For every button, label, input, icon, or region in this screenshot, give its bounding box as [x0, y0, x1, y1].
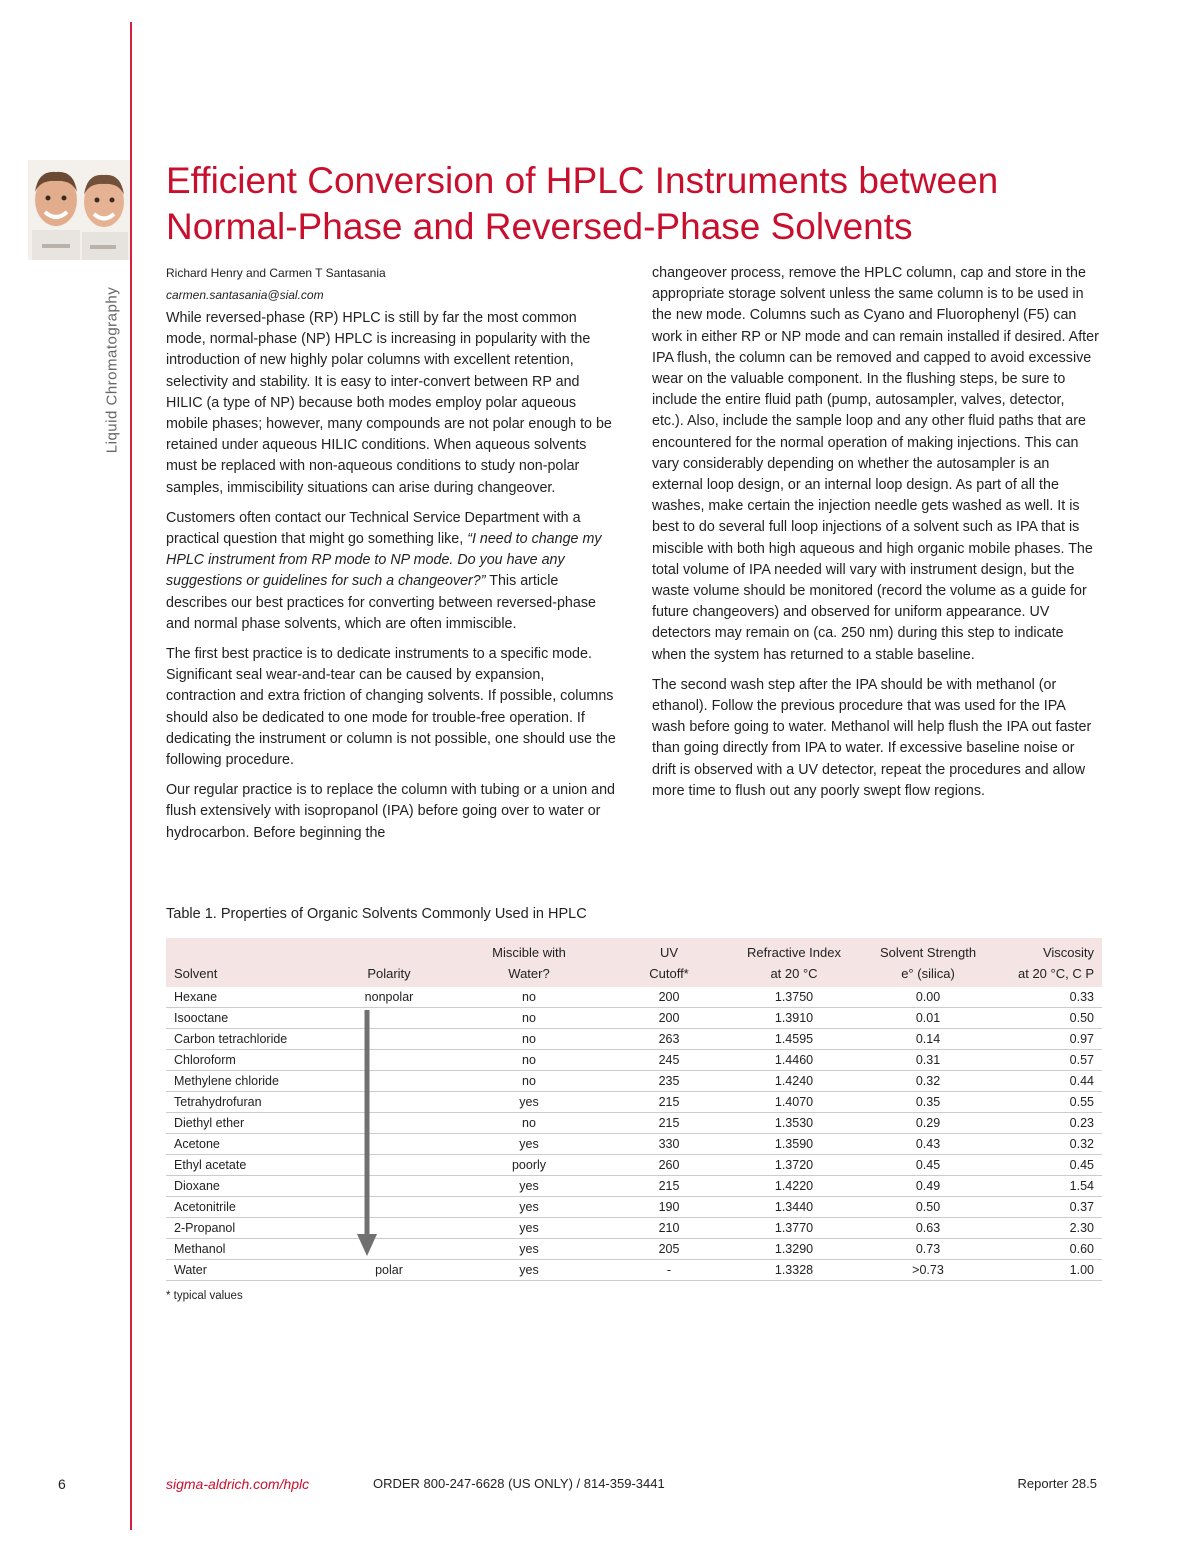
left-column	[166, 262, 616, 853]
cell-viscosity: 0.32	[992, 1134, 1102, 1155]
paragraph-text: This article describes our best practices for converting between reversed-phase and normal phase solvents, which are often immiscible.	[166, 573, 596, 632]
paragraph: changeover process, remove the HPLC column, cap and store in the appropriate storage solvent unless the same column is to be used in the new mode. Columns such as Cyano and Fluorophenyl (F5) can work in either RP or NP mode and can remain installed if desired. After IPA flush, the column can be removed and capped to avoid excessive wear on the valuable component. In the flushing steps, be sure to include the entire fluid path (pump, autosampler, valves, detector, etc.). Also, include the sample loop and any other fluid paths that are encountered for the normal operation of making injections. This can vary considerably depending on whether the autosampler is an external loop design, or an internal loop design. As part of all the washes, make certain the injection needle gets washed as well. It is best to do several full loop injections of a solvent such as IPA that is miscible with both high aqueous and high organic mobile phases. The total volume of IPA needed will vary with instrument design, but the waste volume should be monitored (record the volume as a guide for future changeovers) and observed for uniform appearance. UV detectors may remain on (ca. 250 nm) during this step to indicate when the system has returned to a stable baseline.	[652, 265, 1099, 663]
cell-solvent-strength: 0.32	[864, 1071, 992, 1092]
cell-uv-cutoff: 200	[614, 987, 724, 1008]
cell-miscible: yes	[444, 1176, 614, 1197]
cell-refractive-index: 1.4240	[724, 1071, 864, 1092]
cell-uv-cutoff: 190	[614, 1197, 724, 1218]
cell-refractive-index: 1.3590	[724, 1134, 864, 1155]
cell-refractive-index: 1.3750	[724, 987, 864, 1008]
header-uv-cutoff: UV Cutoff*	[614, 938, 724, 987]
header-miscible: Miscible with Water?	[444, 938, 614, 987]
cell-solvent-strength: 0.73	[864, 1239, 992, 1260]
cell-solvent: Tetrahydrofuran	[166, 1092, 334, 1113]
cell-refractive-index: 1.3720	[724, 1155, 864, 1176]
table-row	[166, 1008, 1102, 1029]
cell-refractive-index: 1.3770	[724, 1218, 864, 1239]
cell-miscible: yes	[444, 1260, 614, 1281]
cell-miscible: no	[444, 1008, 614, 1029]
paragraph: The second wash step after the IPA should be with methanol (or ethanol). Follow the previous procedure that was used for the IPA wash before going to water. Methanol will help flush the IPA out faster than going directly from IPA to water. If excessive baseline noise or drift is observed with a UV detector, repeat the procedures and allow more time to flush out any poorly swept flow regions.	[652, 676, 1092, 799]
cell-polarity	[334, 1050, 444, 1071]
author-email: carmen.santasania@sial.com	[166, 288, 324, 302]
table-body	[166, 987, 1102, 1281]
cell-miscible: no	[444, 1029, 614, 1050]
cell-viscosity: 0.37	[992, 1197, 1102, 1218]
cell-refractive-index: 1.4460	[724, 1050, 864, 1071]
table-row	[166, 1239, 1102, 1260]
cell-polarity	[334, 1029, 444, 1050]
cell-solvent: Diethyl ether	[166, 1113, 334, 1134]
cell-refractive-index: 1.4070	[724, 1092, 864, 1113]
cell-miscible: no	[444, 1050, 614, 1071]
cell-refractive-index: 1.4220	[724, 1176, 864, 1197]
cell-miscible: yes	[444, 1218, 614, 1239]
header-polarity: Polarity	[334, 938, 444, 987]
cell-viscosity: 0.50	[992, 1008, 1102, 1029]
cell-refractive-index: 1.3530	[724, 1113, 864, 1134]
cell-refractive-index: 1.4595	[724, 1029, 864, 1050]
cell-viscosity: 0.57	[992, 1050, 1102, 1071]
cell-polarity: polar	[334, 1260, 444, 1281]
cell-viscosity: 0.23	[992, 1113, 1102, 1134]
cell-viscosity: 1.54	[992, 1176, 1102, 1197]
solvent-properties-table	[166, 938, 1102, 1281]
cell-miscible: no	[444, 1071, 614, 1092]
cell-uv-cutoff: 235	[614, 1071, 724, 1092]
cell-solvent-strength: 0.14	[864, 1029, 992, 1050]
cell-solvent-strength: 0.43	[864, 1134, 992, 1155]
cell-solvent: Hexane	[166, 987, 334, 1008]
cell-polarity	[334, 1155, 444, 1176]
cell-solvent-strength: 0.45	[864, 1155, 992, 1176]
paragraph: Our regular practice is to replace the column with tubing or a union and flush extensively with isopropanol (IPA) before going over to water or hydrocarbon. Before beginning the	[166, 782, 616, 841]
cell-uv-cutoff: 205	[614, 1239, 724, 1260]
cell-polarity: nonpolar	[334, 987, 444, 1008]
cell-polarity	[334, 1113, 444, 1134]
cell-viscosity: 0.60	[992, 1239, 1102, 1260]
cell-solvent-strength: 0.49	[864, 1176, 992, 1197]
header-refractive-index: Refractive Index at 20 °C	[724, 938, 864, 987]
cell-solvent-strength: >0.73	[864, 1260, 992, 1281]
cell-viscosity: 0.44	[992, 1071, 1102, 1092]
cell-solvent: Dioxane	[166, 1176, 334, 1197]
cell-solvent: Carbon tetrachloride	[166, 1029, 334, 1050]
cell-uv-cutoff: 215	[614, 1113, 724, 1134]
cell-miscible: poorly	[444, 1155, 614, 1176]
cell-viscosity: 1.00	[992, 1260, 1102, 1281]
table-header-row	[166, 938, 1102, 987]
paragraph: While reversed-phase (RP) HPLC is still by far the most common mode, normal-phase (NP) HPLC is increasing in popularity with the introduction of new highly polar columns with excellent retention, selectivity and stability. It is easy to inter-convert between RP and HILIC (a type of NP) because both modes employ polar aqueous mobile phases; however, many compounds are not polar enough to be retained under aqueous HILIC conditions. When aqueous solvents must be replaced with non-aqueous conditions to study non-polar samples, immiscibility situations can arise during changeover.	[166, 310, 612, 496]
table-row	[166, 1071, 1102, 1092]
table-row	[166, 1029, 1102, 1050]
cell-polarity	[334, 1197, 444, 1218]
cell-viscosity: 0.55	[992, 1092, 1102, 1113]
cell-uv-cutoff: 210	[614, 1218, 724, 1239]
table-row	[166, 1113, 1102, 1134]
table-row	[166, 1218, 1102, 1239]
cell-solvent-strength: 0.63	[864, 1218, 992, 1239]
cell-polarity	[334, 1239, 444, 1260]
table-row	[166, 1197, 1102, 1218]
cell-polarity	[334, 1008, 444, 1029]
cell-solvent: 2-Propanol	[166, 1218, 334, 1239]
cell-solvent-strength: 0.29	[864, 1113, 992, 1134]
paragraph-text: Customers often contact our Technical Service Department with a practical question that might go something like,	[166, 509, 581, 548]
cell-solvent: Ethyl acetate	[166, 1155, 334, 1176]
header-solvent-strength: Solvent Strength e° (silica)	[864, 938, 992, 987]
title-line-1: Efficient Conversion of HPLC Instruments between	[166, 160, 999, 201]
cell-uv-cutoff: 215	[614, 1176, 724, 1197]
footer-url-link[interactable]: sigma-aldrich.com/hplc	[166, 1476, 310, 1492]
cell-solvent: Acetone	[166, 1134, 334, 1155]
cell-uv-cutoff: -	[614, 1260, 724, 1281]
paragraph: The first best practice is to dedicate instruments to a specific mode. Significant seal wear-and-tear can be caused by expansion, contraction and extra friction of changing solvents. If possible, columns should also be dedicated to one mode for trouble-free operation. If dedicating the instrument or column is not possible, one should use the following procedure.	[166, 646, 616, 769]
cell-refractive-index: 1.3910	[724, 1008, 864, 1029]
customer-quote: “I need to change my HPLC instrument from RP mode to NP mode. Do you have any suggestions or guidelines for such a changeover?”	[166, 531, 602, 590]
cell-viscosity: 2.30	[992, 1218, 1102, 1239]
cell-solvent: Acetonitrile	[166, 1197, 334, 1218]
cell-uv-cutoff: 263	[614, 1029, 724, 1050]
footer-issue: Reporter 28.5	[1017, 1476, 1097, 1491]
paragraph	[166, 508, 616, 635]
cell-solvent: Water	[166, 1260, 334, 1281]
cell-polarity	[334, 1134, 444, 1155]
red-margin-rule	[130, 22, 132, 1530]
cell-miscible: yes	[444, 1239, 614, 1260]
footer-order-info: ORDER 800-247-6628 (US ONLY) / 814-359-3441	[373, 1476, 665, 1491]
cell-refractive-index: 1.3290	[724, 1239, 864, 1260]
children-photo	[28, 160, 130, 260]
table-row	[166, 987, 1102, 1008]
cell-uv-cutoff: 215	[614, 1092, 724, 1113]
cell-miscible: yes	[444, 1197, 614, 1218]
cell-miscible: no	[444, 987, 614, 1008]
table-row	[166, 1176, 1102, 1197]
table-row	[166, 1092, 1102, 1113]
cell-solvent-strength: 0.50	[864, 1197, 992, 1218]
table-row	[166, 1260, 1102, 1281]
right-column	[652, 263, 1100, 811]
cell-viscosity: 0.45	[992, 1155, 1102, 1176]
polarity-arrow-icon	[356, 1010, 378, 1258]
header-viscosity: Viscosity at 20 °C, C P	[992, 938, 1102, 987]
cell-polarity	[334, 1092, 444, 1113]
cell-solvent: Isooctane	[166, 1008, 334, 1029]
cell-solvent-strength: 0.01	[864, 1008, 992, 1029]
cell-uv-cutoff: 200	[614, 1008, 724, 1029]
cell-miscible: no	[444, 1113, 614, 1134]
cell-solvent-strength: 0.35	[864, 1092, 992, 1113]
cell-miscible: yes	[444, 1134, 614, 1155]
cell-solvent: Methanol	[166, 1239, 334, 1260]
cell-viscosity: 0.97	[992, 1029, 1102, 1050]
cell-miscible: yes	[444, 1092, 614, 1113]
table-row	[166, 1050, 1102, 1071]
cell-uv-cutoff: 245	[614, 1050, 724, 1071]
cell-solvent: Methylene chloride	[166, 1071, 334, 1092]
cell-solvent: Chloroform	[166, 1050, 334, 1071]
cell-solvent-strength: 0.31	[864, 1050, 992, 1071]
table-footnote: * typical values	[166, 1290, 243, 1302]
table-row	[166, 1155, 1102, 1176]
table-caption: Table 1. Properties of Organic Solvents Commonly Used in HPLC	[166, 906, 587, 922]
section-label: Liquid Chromatography	[103, 286, 121, 454]
title-line-2: Normal-Phase and Reversed-Phase Solvents	[166, 206, 913, 247]
cell-polarity	[334, 1071, 444, 1092]
cell-solvent-strength: 0.00	[864, 987, 992, 1008]
header-solvent: Solvent	[166, 938, 334, 987]
article-title	[166, 158, 1126, 250]
cell-refractive-index: 1.3328	[724, 1260, 864, 1281]
cell-uv-cutoff: 330	[614, 1134, 724, 1155]
cell-uv-cutoff: 260	[614, 1155, 724, 1176]
cell-refractive-index: 1.3440	[724, 1197, 864, 1218]
cell-polarity	[334, 1176, 444, 1197]
cell-viscosity: 0.33	[992, 987, 1102, 1008]
table-row	[166, 1134, 1102, 1155]
authors: Richard Henry and Carmen T Santasania	[166, 266, 386, 280]
cell-polarity	[334, 1218, 444, 1239]
page-number: 6	[58, 1476, 66, 1492]
